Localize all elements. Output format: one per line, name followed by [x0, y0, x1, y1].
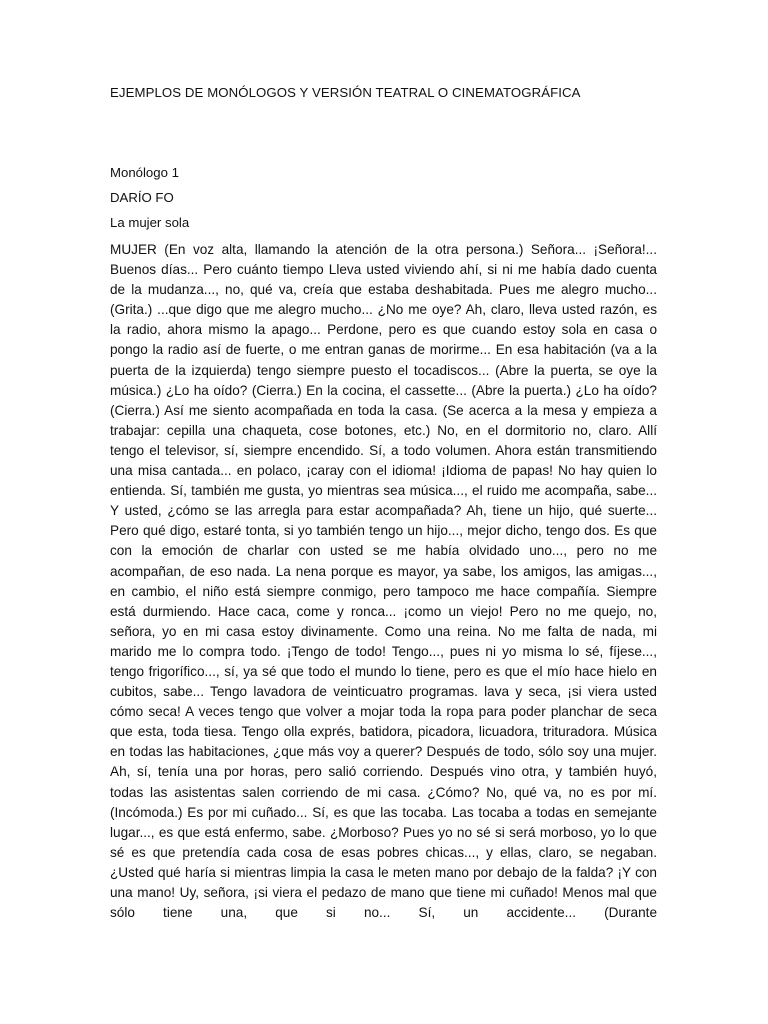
monologue-body-text: MUJER (En voz alta, llamando la atención de la otra persona.) Señora... ¡Señora!... Buenos días... Pero cuánto tiempo Lleva usted viviendo ahí, si ni me había dado cuenta de la mudanza..., no, qué va, creía que estaba deshabitada. Pues me alegro mucho... (Grita.) ...que digo que me alegro mucho... ¿No me oye? Ah, claro, lleva usted razón, es la radio, ahora mismo la apago... Perdone, pero es que cuando estoy sola en casa o pongo la radio así de fuerte, o me entran ganas de morirme... En esa habitación (va a la puerta de la izquierda) tengo siempre puesto el tocadiscos... (Abre la puerta, se oye la música.) ¿Lo ha oído? (Cierra.) En la cocina, el cassette... (Abre la puerta.) ¿Lo ha oído? (Cierra.) Así me siento acompañada en toda la casa. (Se acerca a la mesa y empieza a trabajar: cepilla una chaqueta, cose botones, etc.) No, en el dormitorio no, claro. Allí tengo el televisor, sí, siempre encendido. Sí, a todo volumen. Ahora están transmitiendo una misa cantada... en polaco, ¡caray con el idioma! ¡Idioma de papas! No hay quien lo entienda. Sí, también me gusta, yo mientras sea música..., el ruido me acompaña, sabe... Y usted, ¿cómo se las arregla para estar acompañada? Ah, tiene un hijo, qué suerte... Pero qué digo, estaré tonta, si yo también tengo un hijo..., mejor dicho, tengo dos. Es que con la emoción de charlar con usted se me había olvidado uno..., pero no me acompañan, de eso nada. La nena porque es mayor, ya sabe, los amigos, las amigas..., en cambio, el niño está siempre conmigo, pero tampoco me hace compañía. Siempre está durmiendo. Hace caca, come y ronca... ¡como un viejo! Pero no me quejo, no, señora, yo en mi casa estoy divinamente. Como una reina. No me falta de nada, mi marido me lo compra todo. ¡Tengo de todo! Tengo..., pues ni yo misma lo sé, fíjese..., tengo frigorífico..., sí, ya sé que todo el mundo lo tiene, pero es que el mío hace hielo en cubitos, sabe... Tengo lavadora de veinticuatro programas. lava y seca, ¡si viera usted cómo seca! A veces tengo que volver a mojar toda la ropa para poder planchar de seca que esta, toda tiesa. Tengo olla exprés, batidora, picadora, licuadora, trituradora. Música en todas las habitaciones, ¿que más voy a querer? Después de todo, sólo soy una mujer. Ah, sí, tenía una por horas, pero salió corriendo. Después vino otra, y también huyó, todas las asistentas salen corriendo de mi casa. ¿Cómo? No, qué va, no es por mí. (Incómoda.) Es por mi cuñado... Sí, es que las tocaba. Las tocaba a todas en semejante lugar..., es que está enfermo, sabe. ¿Morboso? Pues yo no sé si será morboso, yo lo que sé es que pretendía cada cosa de esas pobres chicas..., y ellas, claro, se negaban. ¿Usted qué haría si mientras limpia la casa le meten mano por debajo de la falda? ¡Y con una mano! Uy, señora, ¡si viera el pedazo de mano que tiene mi cuñado! Menos mal que sólo tiene una, que si no... Sí, un accidente... (Durante — [110, 242, 657, 921]
document-title: EJEMPLOS DE MONÓLOGOS Y VERSIÓN TEATRAL O CINEMATOGRÁFICA — [110, 85, 581, 100]
monologue-number: Monólogo 1 — [110, 165, 179, 180]
author-name: DARÍO FO — [110, 190, 174, 205]
work-title: La mujer sola — [110, 215, 190, 230]
